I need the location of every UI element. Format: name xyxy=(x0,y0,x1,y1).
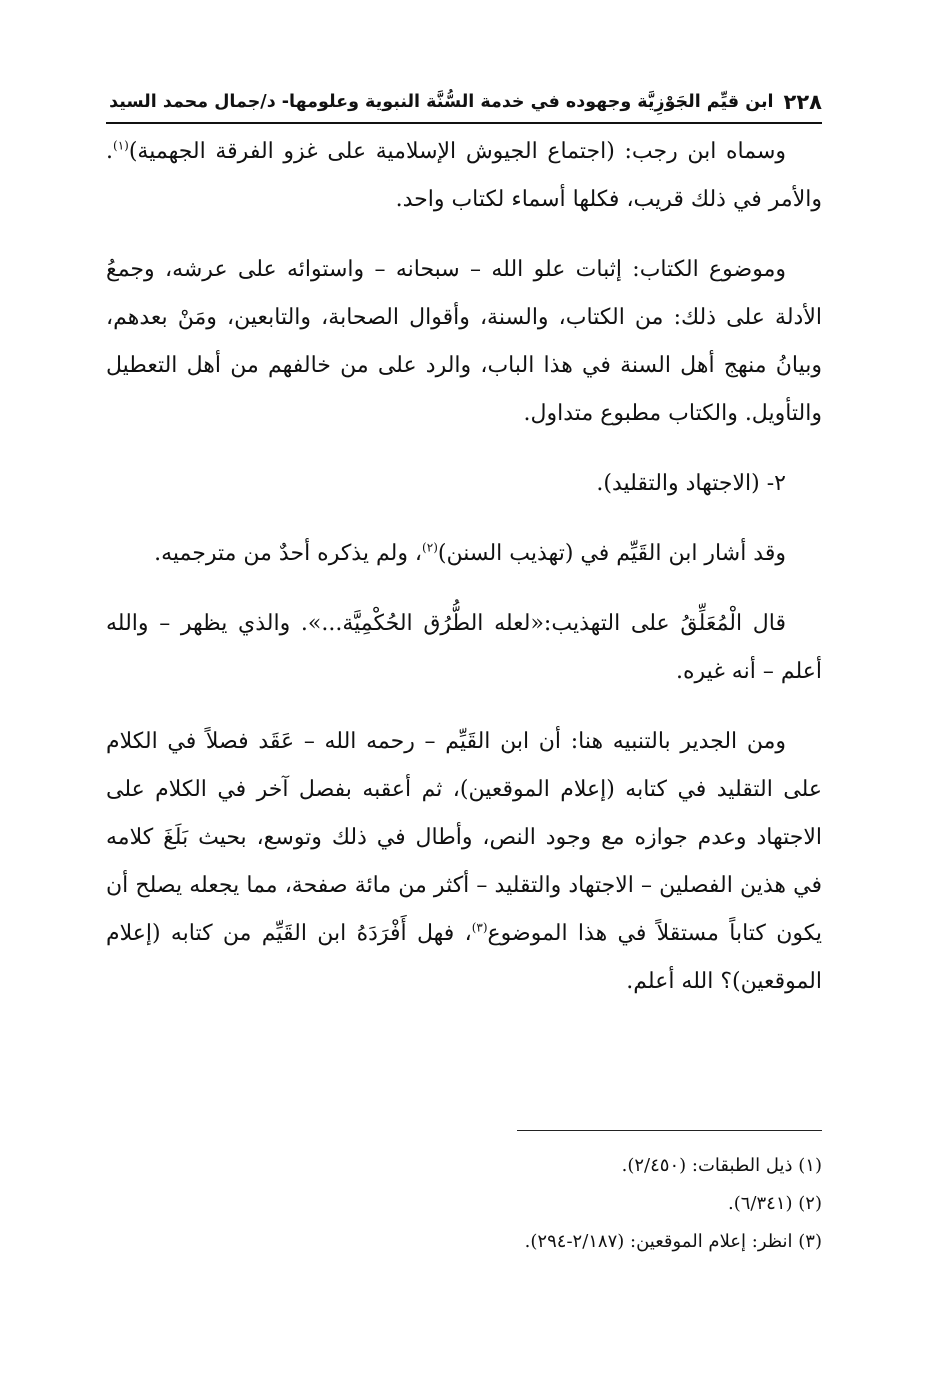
footnotes xyxy=(400,1147,822,1261)
running-title: ابن قيِّم الجَوْزِيَّة وجهوده في خدمة السُّنَّة النبوية وعلومها- د/جمال محمد السيد xyxy=(109,92,774,112)
paragraph-reference-mention xyxy=(106,530,822,578)
footnote-item: (٢) (٦/٣٤١). xyxy=(728,1193,822,1214)
paragraph-text: ، فهل أَفْرَدَهُ ابن القَيِّم من كتابه (إعلام الموقعين)؟ الله أعلم. xyxy=(106,921,822,994)
footnote-reference: (١) xyxy=(113,138,129,153)
paragraph-text: وسماه ابن رجب: (اجتماع الجيوش الإسلامية على غزو الفرقة الجهمية) xyxy=(128,139,786,164)
paragraph-text: وقد أشار ابن القَيِّم في (تهذيب السنن) xyxy=(437,541,786,566)
footnote-item: (٣) انظر: إعلام الموقعين: (٢/١٨٧-٢٩٤). xyxy=(524,1231,822,1252)
main-text xyxy=(106,128,822,1028)
paragraph-text: قال الْمُعَلِّقُ على التهذيب:«لعله الطُّرُق الحُكْمِيَّة...». والذي يظهر – والله أعلم – أنه غيره. xyxy=(106,611,822,684)
paragraph-discussion xyxy=(106,718,822,1006)
paragraph-text: . والأمر في ذلك قريب، فكلها أسماء لكتاب واحد. xyxy=(106,139,822,212)
footnote-reference: (٢) xyxy=(422,540,438,555)
footnote-item: (١) ذيل الطبقات: (٢/٤٥٠). xyxy=(621,1155,822,1176)
footnote-reference: (٣) xyxy=(471,920,488,935)
paragraph-commentator-note xyxy=(106,600,822,696)
paragraph-item-heading xyxy=(106,460,822,508)
page-number: ٢٢٨ xyxy=(783,90,822,114)
running-header xyxy=(106,82,822,124)
paragraph-book-subject xyxy=(106,246,822,438)
paragraph-text: ، ولم يذكره أحدٌ من مترجميه. xyxy=(154,541,423,566)
paragraph-text: وموضوع الكتاب: إثبات علو الله – سبحانه – واستوائه على عرشه، وجمعُ الأدلة على ذلك: من الكتاب، والسنة، وأقوال الصحابة، والتابعين، ومَنْ بعدهم، وبيانُ منهج أهل السنة في هذا الباب، والرد على من خالفهم من أهل التعطيل والتأويل. والكتاب مطبوع متداول. xyxy=(106,257,822,426)
footnote-separator xyxy=(517,1130,822,1131)
paragraph-alternate-title xyxy=(106,128,822,224)
paragraph-text: ومن الجدير بالتنبيه هنا: أن ابن القَيِّم – رحمه الله – عَقَد فصلاً في الكلام على التقليد في كتابه (إعلام الموقعين)، ثم أعقبه بفصل آخر في الكلام على الاجتهاد وعدم جوازه مع وجود النص، وأطال في ذلك وتوسع، بحيث بَلَغَ كلامه في هذين الفصلين – الاجتهاد والتقليد – أكثر من مائة صفحة، مما يجعله يصلح أن يكون كتاباً مستقلاً في هذا الموضوع xyxy=(106,729,822,946)
paragraph-text: ٢- (الاجتهاد والتقليد). xyxy=(596,471,786,496)
